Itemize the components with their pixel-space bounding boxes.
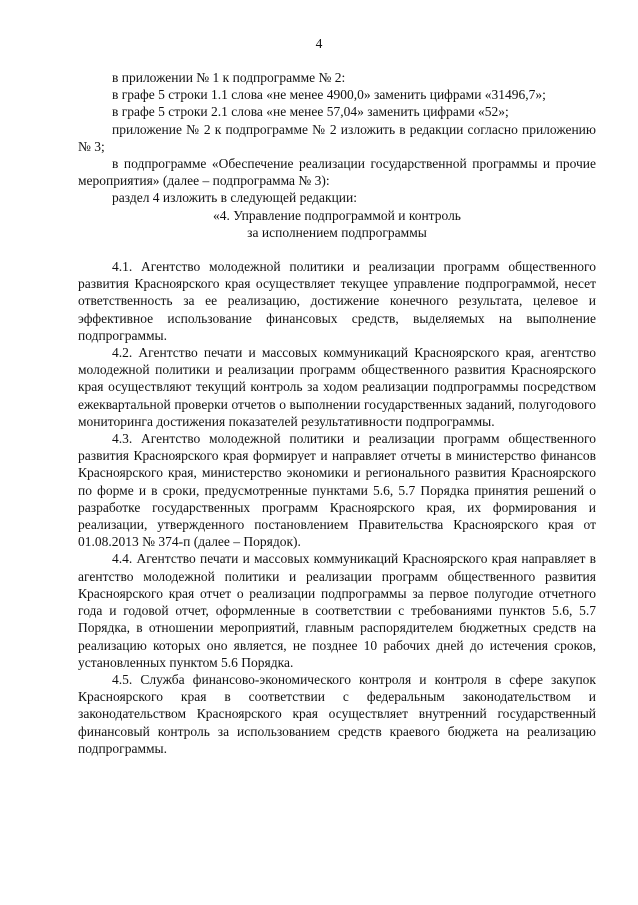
paragraph: в приложении № 1 к подпрограмме № 2: bbox=[112, 70, 346, 85]
clause: 4.1. Агентство молодежной политики и реализации программ общественного развития Красноярского края осуществляет текущее управление подпрограммой, несет ответственность за ее реализацию, достижение конечного результата, целевое и эффективное использование финансовых средств, выделяемых на выполнение подпрограммы. bbox=[78, 259, 596, 343]
clause: 4.3. Агентство молодежной политики и реализации программ общественного развития Красноярского края формирует и направляет отчеты в министерство финансов Красноярского края, министерство экономики и регионального развития Красноярского по форме и в сроки, предусмотренные пунктами 5.6, 5.7 Порядка принятия решений о разработке государственных программ Красноярского края, их формирования и реализации, утвержденного постановлением Правительства Красноярского края от 01.08.2013 № 374-п (далее – Порядок). bbox=[78, 431, 596, 550]
page-number: 4 bbox=[315, 36, 323, 51]
paragraph: приложение № 2 к подпрограмме № 2 изложить в редакции согласно приложению № 3; bbox=[78, 121, 596, 154]
section-heading-line: за исполнением подпрограммы bbox=[247, 224, 427, 240]
clause: 4.5. Служба финансово-экономического контроля и контроля в сфере закупок Красноярского края в соответствии с федеральным законодательством и законодательством Красноярского края осуществляет внутренний государственный финансовый контроль за использованием средств краевого бюджета на реализацию подпрограммы. bbox=[78, 671, 596, 756]
spacer bbox=[78, 241, 596, 258]
paragraph: в графе 5 строки 1.1 слова «не менее 4900,0» заменить цифрами «31496,7»; bbox=[112, 87, 546, 103]
section-heading-line: «4. Управление подпрограммой и контроль bbox=[213, 207, 461, 223]
document-body bbox=[78, 69, 596, 757]
paragraph: раздел 4 изложить в следующей редакции: bbox=[112, 190, 358, 206]
clause: 4.2. Агентство печати и массовых коммуникаций Красноярского края, агентство молодежной политики и реализации программ общественного развития Красноярского края осуществляют текущий контроль за ходом реализации подпрограммы посредством ежеквартальной проверки отчетов о выполнении государственных заданий, полугодового мониторинга достижения показателей результативности подпрограммы. bbox=[78, 345, 596, 429]
clause: 4.4. Агентство печати и массовых коммуникаций Красноярского края направляет в агентство молодежной политики и реализации программ общественного развития Красноярского края отчет о реализации подпрограммы за первое полугодие отчетного года и годовой отчет, оформленные в соответствии с требованиями пунктов 5.6, 5.7 Порядка, в отношении мероприятий, главным распорядителем бюджетных средств на реализацию которых оно является, не позднее 10 рабочих дней до истечения сроков, установленных пунктом 5.6 Порядка. bbox=[78, 551, 596, 670]
paragraph: в графе 5 строки 2.1 слова «не менее 57,04» заменить цифрами «52»; bbox=[112, 104, 509, 120]
paragraph: в подпрограмме «Обеспечение реализации государственной программы и прочие мероприятия» (далее – подпрограмма № 3): bbox=[78, 156, 596, 189]
